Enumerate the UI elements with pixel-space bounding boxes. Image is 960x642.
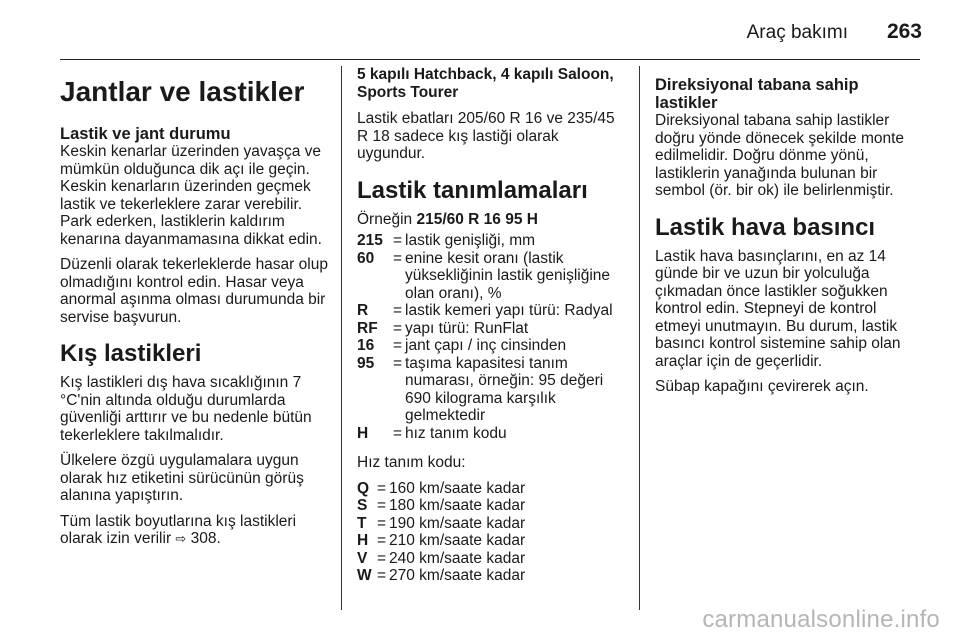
column-2: [357, 66, 627, 593]
equals-sign: =: [377, 532, 387, 549]
speed-code-key: Q: [357, 479, 370, 497]
speed-code-list: [357, 480, 627, 585]
equals-sign: =: [377, 497, 387, 514]
speed-code-row: [357, 532, 627, 550]
definition-value: yapı türü: RunFlat: [405, 319, 529, 337]
definition-row: [357, 250, 627, 303]
paragraph: Ülkelere özgü uygulamalara uygun olarak hız etiketini sürücünün görüş alanına yapıştırın.: [60, 452, 304, 504]
definition-row: [357, 337, 627, 355]
watermark: carmanualsonline.info: [702, 606, 940, 633]
example-code: 215/60 R 16 95 H: [416, 210, 538, 228]
speed-code-key: W: [357, 567, 372, 584]
equals-sign: =: [393, 337, 403, 354]
definition-key: RF: [357, 319, 378, 337]
speed-code-value: 180 km/saate kadar: [389, 497, 526, 514]
speed-code-key: H: [357, 532, 369, 549]
paragraph: Sübap kapağını çevirerek açın.: [655, 378, 869, 395]
page-reference[interactable]: 308.: [186, 530, 221, 547]
equals-sign: =: [377, 514, 387, 532]
paragraph-text: Tüm lastik boyutlarına kış lastikleri olarak izin verilir: [60, 512, 297, 547]
definition-row: [357, 232, 627, 250]
equals-sign: =: [393, 424, 403, 442]
definition-row: [357, 355, 627, 425]
speed-code-title: Hız tanım kodu:: [357, 454, 466, 471]
definition-key: H: [357, 424, 369, 442]
equals-sign: =: [393, 354, 403, 372]
speed-code-value: 210 km/saate kadar: [389, 532, 526, 549]
definition-value: lastik genişliği, mm: [405, 232, 536, 249]
definition-list: [357, 232, 627, 442]
definition-value: hız tanım kodu: [405, 424, 507, 442]
equals-sign: =: [377, 567, 387, 584]
definition-value: jant çapı / inç cinsinden: [405, 337, 567, 354]
equals-sign: =: [393, 319, 403, 337]
speed-code-value: 240 km/saate kadar: [389, 549, 526, 567]
subsection-heading: Direksiyonal tabana sahip lastikler: [655, 76, 859, 112]
definition-value: taşıma kapasitesi tanım numarası, örneğin: 95 değeri 690 kilograma karşılık gelmektedir: [405, 354, 604, 424]
subsection-heading: Lastik ve jant durumu: [60, 125, 231, 143]
column-divider: [639, 66, 640, 610]
paragraph: Kış lastikleri dış hava sıcaklığının 7 °C'nin altında olduğu durumlarda güvenliği arttırır ve bu nedenle bütün tekerleklere takılmalıdır.: [60, 374, 312, 444]
column-divider: [341, 66, 342, 610]
paragraph: Keskin kenarlar üzerinden yavaşça ve mümkün olduğunca dik açı ile geçin. Keskin kenarların üzerinden geçmek lastik ve tekerleklere zarar verebilir. Park ederken, lastiklerin kaldırım kenarına dayanmamasına dikkat edin.: [60, 143, 322, 248]
definition-key: 16: [357, 337, 375, 354]
cross-reference-arrow-icon: ⇨: [175, 531, 187, 546]
equals-sign: =: [377, 479, 387, 497]
speed-code-row: [357, 515, 627, 533]
equals-sign: =: [393, 302, 403, 319]
speed-code-row: [357, 567, 627, 585]
speed-code-row: [357, 497, 627, 515]
column-1: [60, 66, 330, 556]
speed-code-value: 160 km/saate kadar: [389, 479, 526, 497]
section-title: Jantlar ve lastikler: [60, 76, 305, 107]
header-rule: [60, 59, 920, 60]
speed-code-key: V: [357, 549, 368, 567]
speed-code-value: 190 km/saate kadar: [389, 514, 526, 532]
running-title: Araç bakımı: [746, 22, 848, 43]
paragraph: Düzenli olarak tekerleklerde hasar olup olmadığını kontrol edin. Hasar veya anormal aşınma olması durumunda bir servise başvurun.: [60, 256, 328, 326]
page-number: 263: [886, 20, 922, 43]
speed-code-row: [357, 480, 627, 498]
definition-value: lastik kemeri yapı türü: Radyal: [405, 302, 613, 319]
paragraph: Lastik hava basınçlarını, en az 14 günde bir ve uzun bir yolculuğa çıkmadan önce lastikler soğukken kontrol edin. Stepneyi de kontrol etmeyi unutmayın. Bu durum, lastik basıncı kontrol sistemine sahip olan araçlar için de geçerlidir.: [655, 247, 901, 370]
example-prefix: Örneğin: [357, 210, 417, 228]
equals-sign: =: [393, 249, 403, 267]
speed-code-key: T: [357, 514, 367, 532]
definition-key: 215: [357, 232, 383, 249]
model-caption: 5 kapılı Hatchback, 4 kapılı Saloon, Sports Tourer: [357, 66, 614, 101]
example-line: [357, 211, 627, 229]
definition-key: 60: [357, 249, 375, 267]
section-heading: Lastik hava basıncı: [655, 213, 876, 241]
speed-code-key: S: [357, 497, 368, 514]
paragraph: Lastik ebatları 205/60 R 16 ve 235/45 R 18 sadece kış lastiği olarak uygundur.: [357, 110, 615, 162]
definition-key: R: [357, 302, 369, 319]
paragraph: [60, 513, 330, 548]
speed-code-row: [357, 550, 627, 568]
equals-sign: =: [377, 549, 387, 567]
equals-sign: =: [393, 232, 403, 249]
definition-row: [357, 320, 627, 338]
speed-code-value: 270 km/saate kadar: [389, 567, 526, 584]
paragraph: Direksiyonal tabana sahip lastikler doğru yönde dönecek şekilde monte edilmelidir. Doğru dönme yönü, lastiklerin yanağında bulunan bir sembol (ör. bir ok) ile belirlenmiştir.: [655, 112, 905, 199]
page-header: [0, 0, 960, 60]
column-3: [655, 66, 920, 404]
definition-row: [357, 302, 627, 320]
definition-key: 95: [357, 354, 375, 372]
definition-value: enine kesit oranı (lastik yüksekliğinin lastik genişliğine olan oranı), %: [405, 249, 611, 302]
section-heading: Kış lastikleri: [60, 340, 202, 367]
definition-row: [357, 425, 627, 443]
section-heading: Lastik tanımlamaları: [357, 176, 588, 204]
